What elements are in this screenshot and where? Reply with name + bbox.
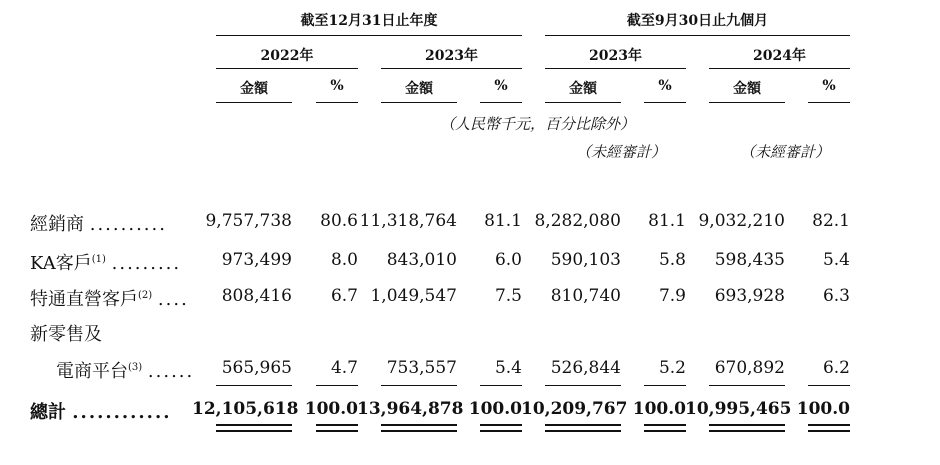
table-cell-percent: 6.7 xyxy=(330,286,358,306)
table-cell-percent: 82.1 xyxy=(812,211,850,231)
row-label-text: 總計 xyxy=(30,402,66,423)
table-cell-amount: 11,318,764 xyxy=(359,211,457,231)
leader-dots: ...... xyxy=(147,361,195,382)
table-cell-amount: 808,416 xyxy=(221,286,292,306)
unit-note: （人民幣千元，百分比除外） xyxy=(440,115,636,133)
row-label-text: KA客戶 xyxy=(30,253,92,274)
table-cell-percent: 7.9 xyxy=(658,286,686,306)
row-label-total xyxy=(30,398,171,424)
table-cell-amount: 565,965 xyxy=(221,358,292,378)
total-double-rule xyxy=(709,424,785,432)
total-double-rule xyxy=(644,424,686,432)
table-cell-percent: 6.0 xyxy=(494,250,522,270)
period-header-full-year: 截至12月31日止年度 xyxy=(300,13,438,29)
table-cell-amount: 1,049,547 xyxy=(370,286,457,306)
table-cell-percent: 5.4 xyxy=(494,358,522,378)
table-cell-amount: 9,032,210 xyxy=(698,211,785,231)
row-label-distributors xyxy=(30,210,167,236)
total-cell-amount: 10,995,465 xyxy=(685,399,792,419)
total-cell-amount: 13,964,878 xyxy=(357,399,464,419)
total-cell-amount: 10,209,767 xyxy=(521,399,628,419)
subheader-rule xyxy=(709,102,785,103)
table-cell-percent: 5.2 xyxy=(658,358,686,378)
subtotal-rule xyxy=(709,385,785,386)
table-cell-percent: 4.7 xyxy=(330,358,358,378)
unaudited-note: （未經審計） xyxy=(576,143,667,161)
year-header: 2024年 xyxy=(753,48,806,64)
table-cell-percent: 5.4 xyxy=(822,250,850,270)
subheader-rule xyxy=(381,102,457,103)
amount-column-header: 金額 xyxy=(733,81,761,97)
table-cell-amount: 590,103 xyxy=(550,250,621,270)
subheader-rule xyxy=(480,102,522,103)
row-label-ecommerce xyxy=(56,357,194,383)
subheader-rule xyxy=(216,102,292,103)
table-cell-percent: 6.2 xyxy=(822,358,850,378)
subtotal-rule xyxy=(216,385,292,386)
unaudited-note: （未經審計） xyxy=(740,143,831,161)
table-cell-amount: 843,010 xyxy=(386,250,457,270)
subheader-rule xyxy=(644,102,686,103)
year-rule xyxy=(709,68,850,69)
row-label-new-retail xyxy=(30,320,102,346)
amount-column-header: 金額 xyxy=(405,81,433,97)
total-cell-percent: 100.0 xyxy=(796,399,850,419)
total-double-rule xyxy=(545,424,621,432)
table-cell-percent: 6.3 xyxy=(822,286,850,306)
table-cell-amount: 753,557 xyxy=(386,358,457,378)
total-double-rule xyxy=(216,424,292,432)
total-cell-percent: 100.0 xyxy=(468,399,522,419)
table-cell-amount: 526,844 xyxy=(550,358,621,378)
table-cell-percent: 81.1 xyxy=(648,211,686,231)
leader-dots: .......... xyxy=(89,214,167,235)
table-cell-percent: 81.1 xyxy=(484,211,522,231)
table-cell-percent: 7.5 xyxy=(494,286,522,306)
footnote-ref: (2) xyxy=(138,290,153,301)
table-cell-amount: 8,282,080 xyxy=(534,211,621,231)
table-cell-amount: 693,928 xyxy=(714,286,785,306)
period-rule-nine-months xyxy=(545,35,850,36)
amount-column-header: 金額 xyxy=(569,81,597,97)
table-cell-percent: 5.8 xyxy=(658,250,686,270)
total-cell-amount: 12,105,618 xyxy=(192,399,299,419)
table-cell-percent: 80.6 xyxy=(320,211,358,231)
total-double-rule xyxy=(316,424,358,432)
subtotal-rule xyxy=(808,385,850,386)
leader-dots: .... xyxy=(157,289,189,310)
footnote-ref: (1) xyxy=(91,254,106,265)
row-label-text: 特通直營客戶 xyxy=(30,289,138,310)
leader-dots: ......... xyxy=(111,253,182,274)
row-label-ka-customers xyxy=(30,249,181,275)
leader-dots: ............ xyxy=(72,402,172,423)
subheader-rule xyxy=(808,102,850,103)
subtotal-rule xyxy=(316,385,358,386)
total-double-rule xyxy=(808,424,850,432)
table-cell-amount: 810,740 xyxy=(550,286,621,306)
table-cell-amount: 9,757,738 xyxy=(205,211,292,231)
period-rule-full-year xyxy=(216,35,522,36)
total-cell-percent: 100.0 xyxy=(304,399,358,419)
year-rule xyxy=(545,68,686,69)
year-rule xyxy=(216,68,358,69)
subheader-rule xyxy=(545,102,621,103)
year-header: 2023年 xyxy=(425,48,478,64)
percent-column-header: % xyxy=(658,78,672,94)
percent-column-header: % xyxy=(494,78,508,94)
table-cell-amount: 598,435 xyxy=(714,250,785,270)
table-cell-percent: 8.0 xyxy=(330,250,358,270)
percent-column-header: % xyxy=(822,78,836,94)
total-double-rule xyxy=(381,424,457,432)
year-header: 2022年 xyxy=(260,48,314,64)
table-cell-amount: 670,892 xyxy=(714,358,785,378)
period-header-nine-months: 截至9月30日止九個月 xyxy=(626,13,769,29)
footnote-ref: (3) xyxy=(128,362,143,373)
row-label-text: 電商平台 xyxy=(56,361,128,382)
table-cell-amount: 973,499 xyxy=(221,250,292,270)
year-header: 2023年 xyxy=(589,48,642,64)
subtotal-rule xyxy=(480,385,522,386)
total-cell-percent: 100.0 xyxy=(632,399,686,419)
amount-column-header: 金額 xyxy=(240,81,268,97)
year-rule xyxy=(381,68,522,69)
subtotal-rule xyxy=(644,385,686,386)
row-label-text: 新零售及 xyxy=(30,324,102,345)
total-double-rule xyxy=(480,424,522,432)
percent-column-header: % xyxy=(330,78,344,94)
subtotal-rule xyxy=(381,385,457,386)
row-label-text: 經銷商 xyxy=(30,214,84,235)
subheader-rule xyxy=(316,102,358,103)
row-label-special-channel xyxy=(30,285,189,311)
subtotal-rule xyxy=(545,385,621,386)
